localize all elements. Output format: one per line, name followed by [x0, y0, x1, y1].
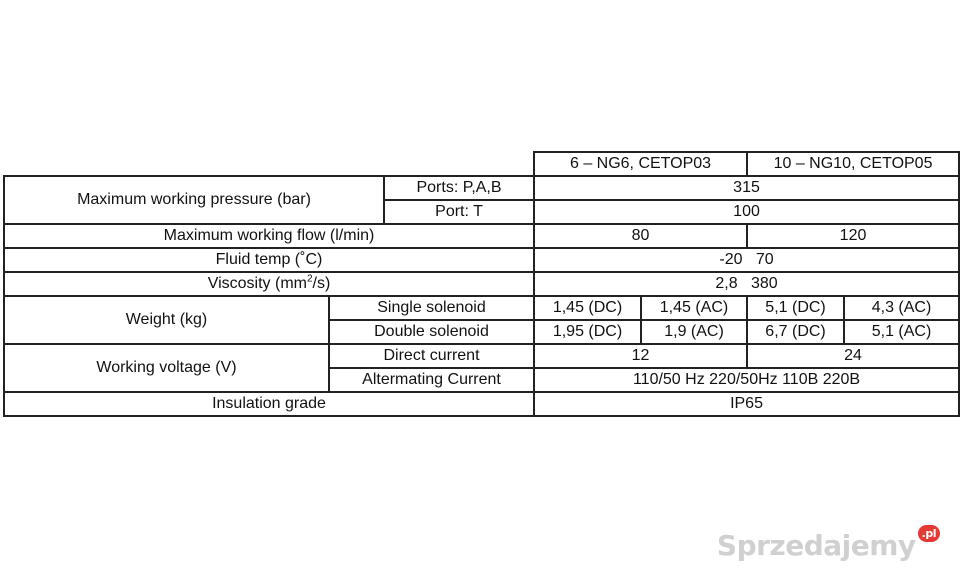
table-row [4, 272, 959, 296]
flow-label: Maximum working flow (l/min) [4, 224, 534, 248]
viscosity-label: Viscosity $(mm^2/s)$ [4, 272, 534, 296]
port-pab-label: Ports: P,A,B [384, 176, 534, 200]
table-row [4, 176, 959, 200]
single-solenoid-label: Single solenoid [329, 296, 534, 320]
double-ng6-dc: 1,95 (DC) [534, 320, 641, 344]
pressure-label: Maximum working pressure (bar) [4, 176, 384, 224]
spec-table [3, 151, 960, 417]
dc-ng10: 24 [747, 344, 959, 368]
watermark-text: Sprzedajemy [716, 529, 916, 562]
ac-value: 110/50 Hz 220/50Hz 110B 220B [534, 368, 959, 392]
watermark-logo [717, 529, 940, 562]
double-ng10-dc: 6,7 (DC) [747, 320, 844, 344]
alternating-current-label: Altermating Current [329, 368, 534, 392]
double-ng6-ac: 1,9 (AC) [641, 320, 747, 344]
flow-ng10: 120 [747, 224, 959, 248]
fluid-temp-value: -20 70 [534, 248, 959, 272]
single-ng6-dc: 1,45 (DC) [534, 296, 641, 320]
voltage-label: Working voltage (V) [4, 344, 329, 392]
header-ng10: 10 – NG10, CETOP05 [747, 152, 959, 176]
header-blank-cell [4, 152, 534, 176]
header-ng6: 6 – NG6, CETOP03 [534, 152, 747, 176]
double-ng10-ac: 5,1 (AC) [844, 320, 959, 344]
watermark-badge: .pl [918, 525, 940, 542]
viscosity-value: 2,8 380 [534, 272, 959, 296]
port-t-label: Port: T [384, 200, 534, 224]
dc-ng6: 12 [534, 344, 747, 368]
table-row [4, 248, 959, 272]
table-row [4, 296, 959, 320]
table-row [4, 224, 959, 248]
insulation-value: IP65 [534, 392, 959, 416]
port-t-value: 100 [534, 200, 959, 224]
fluid-temp-label: Fluid temp (˚C) [4, 248, 534, 272]
single-ng10-ac: 4,3 (AC) [844, 296, 959, 320]
weight-label: Weight (kg) [4, 296, 329, 344]
single-ng6-ac: 1,45 (AC) [641, 296, 747, 320]
insulation-label: Insulation grade [4, 392, 534, 416]
table-row [4, 392, 959, 416]
table-row [4, 344, 959, 368]
table-header-row [4, 152, 959, 176]
double-solenoid-label: Double solenoid [329, 320, 534, 344]
port-pab-value: 315 [534, 176, 959, 200]
single-ng10-dc: 5,1 (DC) [747, 296, 844, 320]
flow-ng6: 80 [534, 224, 747, 248]
direct-current-label: Direct current [329, 344, 534, 368]
